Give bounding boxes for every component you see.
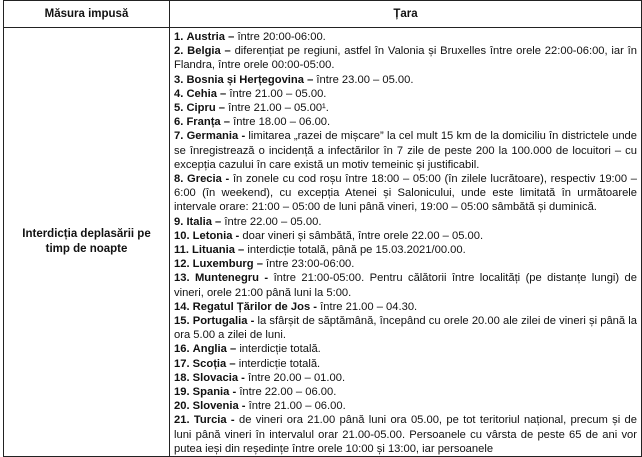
header-row — [4, 1, 642, 28]
item-separator: - — [238, 400, 249, 413]
item-number: 20. — [174, 400, 190, 413]
item-text: interdicție totală. — [239, 343, 321, 356]
item-country: Turcia — [193, 414, 227, 427]
list-item — [174, 399, 637, 413]
table-row — [4, 28, 642, 457]
item-country: Bosnia și Herțegovina — [186, 73, 304, 86]
measure-cell: Interdicția deplasării pe timp de noapte — [4, 28, 170, 457]
item-number: 16. — [174, 343, 190, 356]
item-country: Regatul Țărilor de Jos — [192, 300, 311, 313]
item-text: doar vineri și sâmbătă, între orele 22.00 – 05.00. — [242, 229, 484, 242]
item-separator: - — [259, 272, 274, 285]
item-number: 15. — [174, 315, 190, 328]
item-separator: – — [226, 357, 239, 370]
list-item — [174, 300, 637, 314]
item-text: între 22.00 – 06.00. — [239, 386, 337, 399]
list-item — [174, 172, 637, 215]
item-number: 19. — [174, 386, 190, 399]
item-number: 6. — [174, 116, 184, 129]
item-country: Slovenia — [192, 400, 239, 413]
item-number: 17. — [174, 357, 190, 370]
country-list — [174, 30, 637, 456]
item-country: Portugalia — [192, 315, 248, 328]
item-separator: – — [234, 244, 248, 257]
item-number: 13. — [174, 272, 190, 285]
header-measure: Măsura impusă — [4, 1, 170, 28]
item-text: între 21.00 – 05.00. — [229, 87, 327, 100]
item-separator: – — [220, 45, 235, 58]
item-separator: – — [226, 343, 240, 356]
list-item — [174, 129, 637, 172]
item-text: între 21.00 – 05.00¹. — [228, 102, 329, 115]
item-separator: – — [220, 116, 234, 129]
item-text: între 23.00 – 05.00. — [316, 73, 414, 86]
list-item — [174, 314, 637, 342]
item-separator: – — [216, 87, 230, 100]
item-country: Anglia — [192, 343, 227, 356]
item-separator: - — [229, 386, 240, 399]
item-country: Luxemburg — [192, 258, 254, 271]
item-text: între 21.00 – 06.00. — [248, 400, 346, 413]
item-country: Cipru — [186, 102, 216, 115]
item-country: Letonia — [192, 229, 233, 242]
item-number: 21. — [174, 414, 190, 427]
item-number: 10. — [174, 229, 190, 242]
item-separator: – — [211, 215, 225, 228]
item-country: Muntenegru — [194, 272, 259, 285]
item-text: între 21.00 – 04.30. — [320, 300, 418, 313]
item-country: Italia — [186, 215, 212, 228]
item-country: Scoția — [192, 357, 227, 370]
item-number: 9. — [174, 215, 184, 228]
restrictions-table-container — [3, 0, 641, 455]
item-number: 1. — [174, 31, 184, 43]
item-number: 11. — [174, 244, 189, 257]
list-item — [174, 257, 637, 271]
item-separator: - — [232, 229, 243, 242]
item-separator: - — [310, 300, 321, 313]
item-separator: - — [247, 315, 258, 328]
item-number: 12. — [174, 258, 190, 271]
item-country: Germania — [186, 130, 239, 143]
item-country: Spania — [192, 386, 230, 399]
restrictions-table — [3, 0, 642, 457]
item-separator: – — [215, 102, 229, 115]
list-item — [174, 229, 637, 243]
item-text: între 18.00 – 06.00. — [233, 116, 331, 129]
list-item — [174, 87, 637, 101]
item-country: Belgia — [187, 45, 221, 58]
list-item — [174, 371, 637, 385]
item-text: între 23:00-06:00. — [266, 258, 355, 271]
item-country: Cehia — [186, 87, 217, 100]
item-separator: - — [238, 371, 249, 384]
item-number: 18. — [174, 371, 190, 384]
item-text: în zonele cu cod roșu între 18:00 – 05:00 (în zilele lucrătoare), respectiv 19:00 – 6:00 (în weekend), cu excepția Atenei și Salonicului, unde este limitată în următoarele intervale orare: 21:00 – 05:00 de luni până vineri, 19:00 – 05:00 sâmbătă și duminică. — [174, 173, 637, 214]
item-text: între 20:00-06:00. — [237, 31, 326, 43]
item-number: 7. — [174, 130, 184, 143]
item-separator: – — [253, 258, 267, 271]
item-number: 14. — [174, 300, 190, 313]
countries-cell — [170, 28, 642, 457]
item-separator: – — [303, 73, 317, 86]
item-country: Lituania — [192, 244, 235, 257]
list-item — [174, 271, 637, 299]
item-text: interdicție totală, până pe 15.03.2021/00.00. — [247, 244, 466, 257]
item-number: 2. — [174, 45, 184, 58]
item-number: 3. — [174, 73, 184, 86]
list-item — [174, 385, 637, 399]
list-item — [174, 30, 637, 44]
item-country: Grecia — [187, 173, 222, 186]
item-country: Slovacia — [192, 371, 239, 384]
list-item — [174, 342, 637, 356]
list-item — [174, 73, 637, 87]
item-separator: – — [225, 31, 238, 43]
item-text: la sfârșit de săptămână, începând cu orele 20.00 ale zilei de vineri și până la ora 5.00 a zilei de luni. — [174, 315, 638, 342]
list-item — [174, 413, 637, 456]
item-separator: - — [238, 130, 249, 143]
item-number: 5. — [174, 102, 184, 115]
item-text: interdicție totală. — [238, 357, 321, 370]
item-text: între 22.00 – 05.00. — [224, 215, 322, 228]
list-item — [174, 44, 637, 72]
item-text: de vineri ora 21.00 până luni ora 05.00, pe tot teritoriul național, precum și de luni până vineri în intervalul orar 21.00-05.00. Persoanele cu vârsta de peste 65 de ani vor putea ieși din reședințe între orele 10:00 și 13:00, iar persoanele — [174, 414, 637, 455]
item-number: 4. — [174, 87, 184, 100]
item-number: 8. — [174, 173, 184, 186]
list-item — [174, 215, 637, 229]
list-item — [174, 115, 637, 129]
item-text: între 21:00-05:00. Pentru călătorii între localități (pe distanțe lungi) de vineri, orele 21:00 până luni la 5:00. — [174, 272, 637, 299]
list-item — [174, 243, 637, 257]
item-separator: - — [221, 173, 233, 186]
item-text: între 20.00 – 01.00. — [248, 371, 346, 384]
list-item — [174, 101, 637, 115]
item-separator: - — [226, 414, 239, 427]
list-item — [174, 357, 637, 371]
item-text: limitarea „razei de mișcare” la cel mult 15 km de la domiciliu în districtele unde se înregistrează o incidență a infectărilor în 7 zile de peste 200 la 100.000 de locuitori – cu excepția cazului în care există un motiv temeinic și justificabil. — [174, 130, 637, 171]
item-country: Austria — [186, 31, 225, 43]
header-country: Țara — [170, 1, 642, 28]
item-country: Franța — [186, 116, 221, 129]
item-text: diferențiat pe regiuni, astfel în Valonia și Bruxelles între orele 22:00-06:00, iar în Flandra, între orele 00:00-05:00. — [174, 45, 637, 72]
